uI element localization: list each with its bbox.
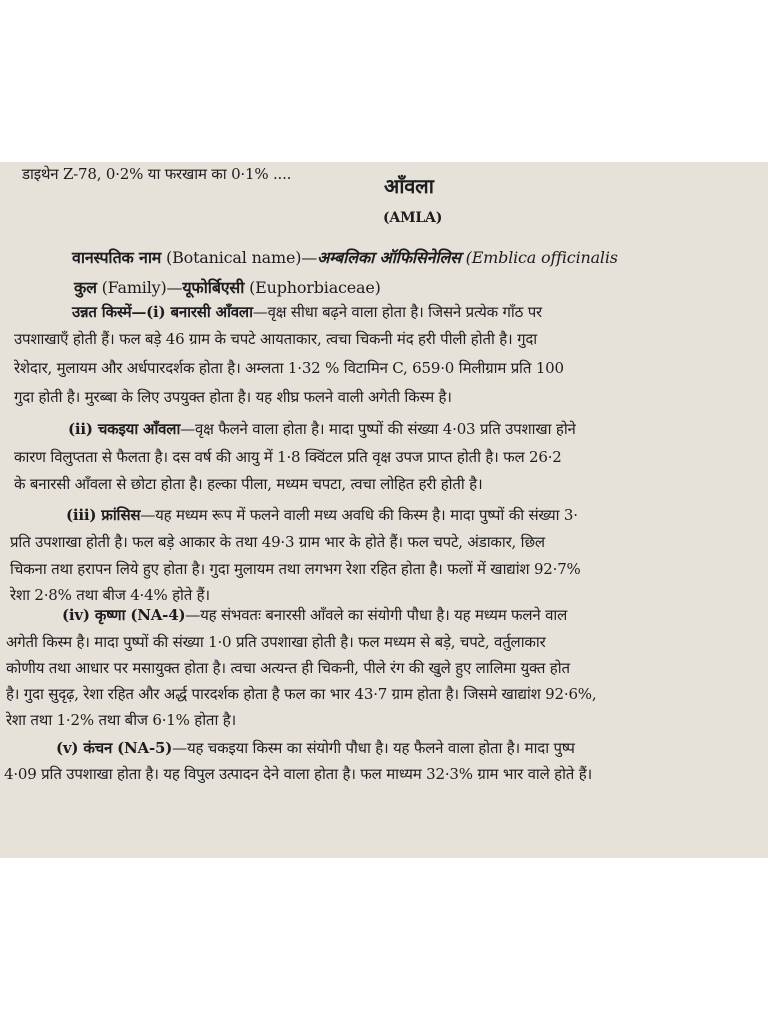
variety-3-line-3: चिकना तथा हरापन लिये हुए होता है। गुदा मुलायम तथा लगभग रेशा रहित होता है। फलों में खाद्यांश 92·7% (10, 560, 581, 578)
variety-1-label: (i) बनारसी आँवला (146, 303, 253, 321)
variety-5-label: (v) कंचन (NA-5) (56, 739, 173, 757)
variety-4-line-4: है। गुदा सुदृढ़, रेशा रहित और अर्द्ध पारदर्शक होता है फल का भार 43·7 ग्राम होता है। जिसमे खाद्यांश 92·6%, (6, 685, 597, 703)
book-page (0, 162, 768, 858)
botanical-label-en: (Botanical name)— (161, 248, 318, 267)
variety-1-line-2: उपशाखाएँ होती हैं। फल बड़े 46 ग्राम के चपटे आयताकार, त्वचा चिकनी मंद हरी पीली होती है। गुदा (14, 330, 537, 348)
variety-1-line-1 (72, 302, 542, 322)
variety-5-line-1 (56, 738, 575, 758)
variety-5-text: —यह चकइया किस्म का संयोगी पौधा है। यह फैलने वाला होता है। मादा पुष्प (172, 739, 575, 757)
bottom-margin (0, 858, 768, 1024)
variety-3-label: (iii) फ्रांसिस (66, 506, 141, 524)
variety-3-line-4: रेशा 2·8% तथा बीज 4·4% होते हैं। (10, 586, 210, 604)
page-title: आँवला (384, 174, 434, 198)
variety-3-text: —यह मध्यम रूप में फलने वाली मध्य अवधि की किस्म है। मादा पुष्पों की संख्या 3· (140, 506, 578, 524)
variety-2-line-3: के बनारसी आँवला से छोटा होता है। हल्का पीला, मध्यम चपटा, त्वचा लोहित हरी होती है। (14, 475, 483, 493)
variety-4-line-3: कोणीय तथा आधार पर मसायुक्त होता है। त्वचा अत्यन्त ही चिकनी, पीले रंग की खुले हुए लालिमा युक्त होत (6, 659, 570, 677)
botanical-name-line (72, 248, 618, 268)
variety-4-label: (iv) कृष्णा (NA-4) (62, 606, 186, 624)
variety-4-line-5: रेशा तथा 1·2% तथा बीज 6·1% होता है। (6, 711, 236, 729)
variety-4-text: —यह संभवतः बनारसी आँवले का संयोगी पौधा है। यह मध्यम फलने वाल (185, 606, 568, 624)
variety-2-line-1 (68, 419, 576, 439)
variety-2-text: —वृक्ष फैलने वाला होता है। मादा पुष्पों की संख्या 4·03 प्रति उपशाखा होने (180, 420, 576, 438)
variety-1-line-4: गुदा होती है। मुरब्बा के लिए उपयुक्त होता है। यह शीघ्र फलने वाली अगेती किस्म है। (14, 388, 452, 406)
family-label: कुल (74, 278, 97, 297)
variety-1-line-3: रेशेदार, मुलायम और अर्धपारदर्शक होता है। अम्लता 1·32 % विटामिन C, 659·0 मिलीग्राम प्रति 100 (14, 359, 564, 377)
top-margin (0, 0, 768, 162)
botanical-label: वानस्पतिक नाम (72, 248, 162, 267)
variety-4-line-2: अगेती किस्म है। मादा पुष्पों की संख्या 1·0 प्रति उपशाखा होती है। फल मध्यम से बड़े, चपटे, वर्तुलाकार (6, 633, 546, 651)
botanical-name-hi: अम्बलिका ऑफिसिनेलिस (317, 248, 461, 267)
family-label-en: (Family)— (96, 278, 183, 297)
family-name-hi: यूफोर्बिएसी (182, 278, 245, 297)
variety-2-line-2: कारण विलुप्तता से फैलता है। दस वर्ष की आयु में 1·8 क्विंटल प्रति वृक्ष उपज प्राप्त होती है। फल 26·2 (14, 448, 562, 466)
family-name-en: (Euphorbiaceae) (244, 278, 381, 297)
page-subtitle: (AMLA) (383, 210, 443, 226)
variety-5-line-2: 4·09 प्रति उपशाखा होता है। यह विपुल उत्पादन देने वाला होता है। फल माध्यम 32·3% ग्राम भार वाले होते हैं। (4, 765, 592, 783)
variety-3-line-2: प्रति उपशाखा होती है। फल बड़े आकार के तथा 49·3 ग्राम भार के होते हैं। फल चपटे, अंडाकार, छिल (10, 533, 545, 551)
variety-2-label: (ii) चकइया आँवला (68, 420, 181, 438)
variety-4-line-1 (62, 605, 567, 625)
top-cut-line: डाइथेन Z-78, 0·2% या फरखाम का 0·1% .... (22, 165, 292, 183)
botanical-name-en: (Emblica officinalis (460, 248, 618, 267)
varieties-heading: उन्नत किस्में— (72, 303, 147, 321)
variety-1-text: —वृक्ष सीधा बढ़ने वाला होता है। जिसने प्रत्येक गाँठ पर (252, 303, 542, 321)
family-line (74, 278, 381, 298)
variety-3-line-1 (66, 505, 578, 525)
